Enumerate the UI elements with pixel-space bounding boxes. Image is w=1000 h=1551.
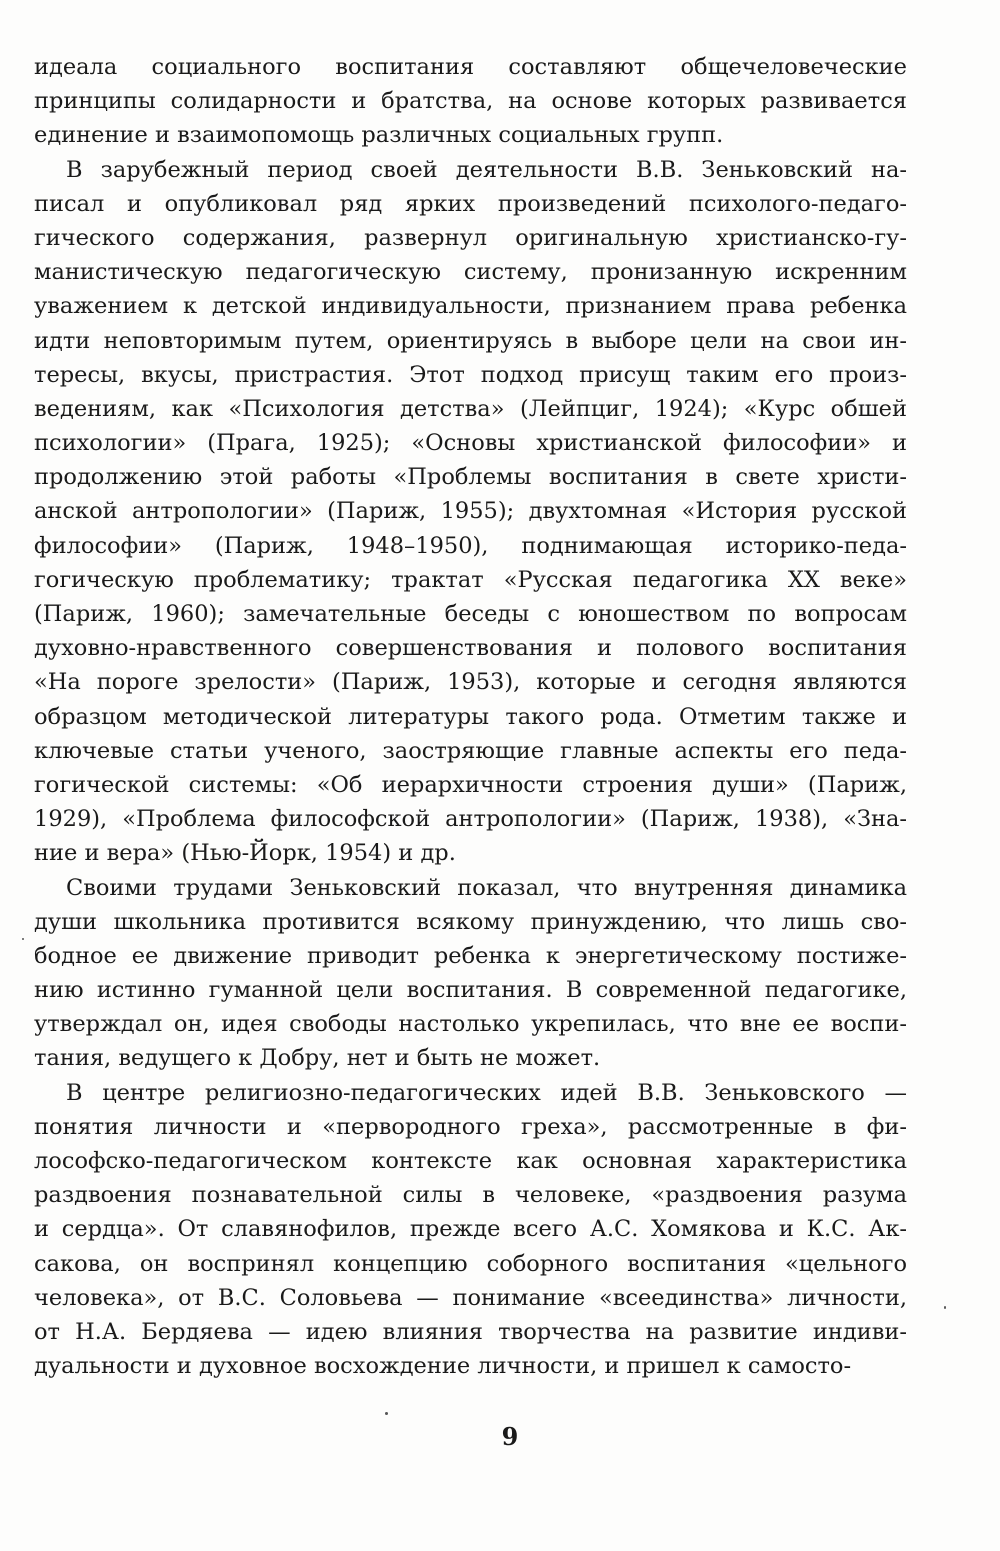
text-line: продолжению этой работы «Проблемы воспитания в свете христи- xyxy=(34,464,907,491)
text-line: тания, ведущего к Добру, нет и быть не может. xyxy=(34,1045,601,1072)
text-line: ключевые статьи ученого, заостряющие главные аспекты его педа- xyxy=(34,737,907,764)
text-line: В центре религиозно-педагогических идей В.В. Зеньковского — xyxy=(66,1079,907,1106)
text-line: уважением к детской индивидуальности, признанием права ребенка xyxy=(34,293,907,320)
text-line: гогической системы: «Об иерархичности строения души» (Париж, xyxy=(34,771,907,798)
text-line: философии» (Париж, 1948–1950), поднимающая историко-педа- xyxy=(34,532,907,559)
text-line: и сердца». От славянофилов, прежде всего А.С. Хомякова и К.С. Ак- xyxy=(34,1216,907,1243)
text-line: ведениям, как «Психология детства» (Лейпциг, 1924); «Курс обшей xyxy=(34,395,907,422)
text-line: раздвоения познавательной силы в человеке, «раздвоения разума xyxy=(34,1182,907,1209)
text-line: лософско-педагогическом контексте как основная характеристика xyxy=(34,1148,907,1174)
text-line: образцом методической литературы такого рода. Отметим также и xyxy=(34,703,907,730)
text-line: (Париж, 1960); замечательные беседы с юношеством по вопросам xyxy=(34,601,907,627)
text-line: единение и взаимопомощь различных социальных групп. xyxy=(34,122,724,149)
text-line: «На пороге зрелости» (Париж, 1953), которые и сегодня являются xyxy=(34,669,907,696)
text-line: гического содержания, развернул оригинальную христианско-гу- xyxy=(34,224,907,251)
text-line: идеала социального воспитания составляют общечеловеческие xyxy=(34,54,907,80)
text-line: 1929), «Проблема философской антропологии» (Париж, 1938), «Зна- xyxy=(34,806,907,833)
text-line: от Н.А. Бердяева — идею влияния творчества на развитие индиви- xyxy=(34,1318,907,1345)
text-line: души школьника противится всякому принуждению, что лишь сво- xyxy=(34,908,907,935)
text-line: В зарубежный период своей деятельности В.В. Зеньковский на- xyxy=(66,156,907,183)
text-line: ние и вера» (Нью-Йорк, 1954) и др. xyxy=(34,840,456,867)
text-line: духовно-нравственного совершенствования и полового воспитания xyxy=(34,635,907,662)
scan-speck xyxy=(385,1412,388,1415)
paragraph xyxy=(34,1076,907,1384)
text-line: Своими трудами Зеньковский показал, что внутренняя динамика xyxy=(66,874,907,901)
text-line: идти неповторимым путем, ориентируясь в выборе цели на свои ин- xyxy=(34,327,907,354)
text-line: бодное ее движение приводит ребенка к энергетическому постиже- xyxy=(34,942,907,969)
text-line: тересы, вкусы, пристрастия. Этот подход присущ таким его произ- xyxy=(34,361,907,388)
page-number: 9 xyxy=(501,1422,519,1451)
paragraph xyxy=(34,871,907,1076)
text-line: манистическую педагогическую систему, пронизанную искренним xyxy=(34,259,907,286)
text-line: понятия личности и «первородного греха», рассмотренные в фи- xyxy=(34,1113,907,1140)
text-line: утверждал он, идея свободы настолько укрепилась, что вне ее воспи- xyxy=(34,1011,907,1038)
scan-speck xyxy=(944,1306,946,1309)
scan-speck xyxy=(22,938,24,940)
text-line: принципы солидарности и братства, на основе которых развивается xyxy=(34,88,907,115)
text-line: гогическую проблематику; трактат «Русская педагогика XX веке» xyxy=(34,566,907,593)
text-line: дуальности и духовное восхождение личности, и пришел к самосто- xyxy=(34,1353,852,1380)
paragraph xyxy=(34,50,907,153)
text-line: человека», от В.С. Соловьева — понимание «всеединства» личности, xyxy=(34,1284,907,1311)
body-text xyxy=(34,50,907,1383)
text-line: нию истинно гуманной цели воспитания. В современной педагогике, xyxy=(34,977,907,1004)
text-line: анской антропологии» (Париж, 1955); двухтомная «История русской xyxy=(34,498,907,525)
text-line: сакова, он воспринял концепцию соборного воспитания «цельного xyxy=(34,1250,907,1277)
text-line: психологии» (Прага, 1925); «Основы христианской философии» и xyxy=(34,430,907,457)
text-line: писал и опубликовал ряд ярких произведений психолого-педаго- xyxy=(34,190,907,217)
paragraph xyxy=(34,153,907,871)
